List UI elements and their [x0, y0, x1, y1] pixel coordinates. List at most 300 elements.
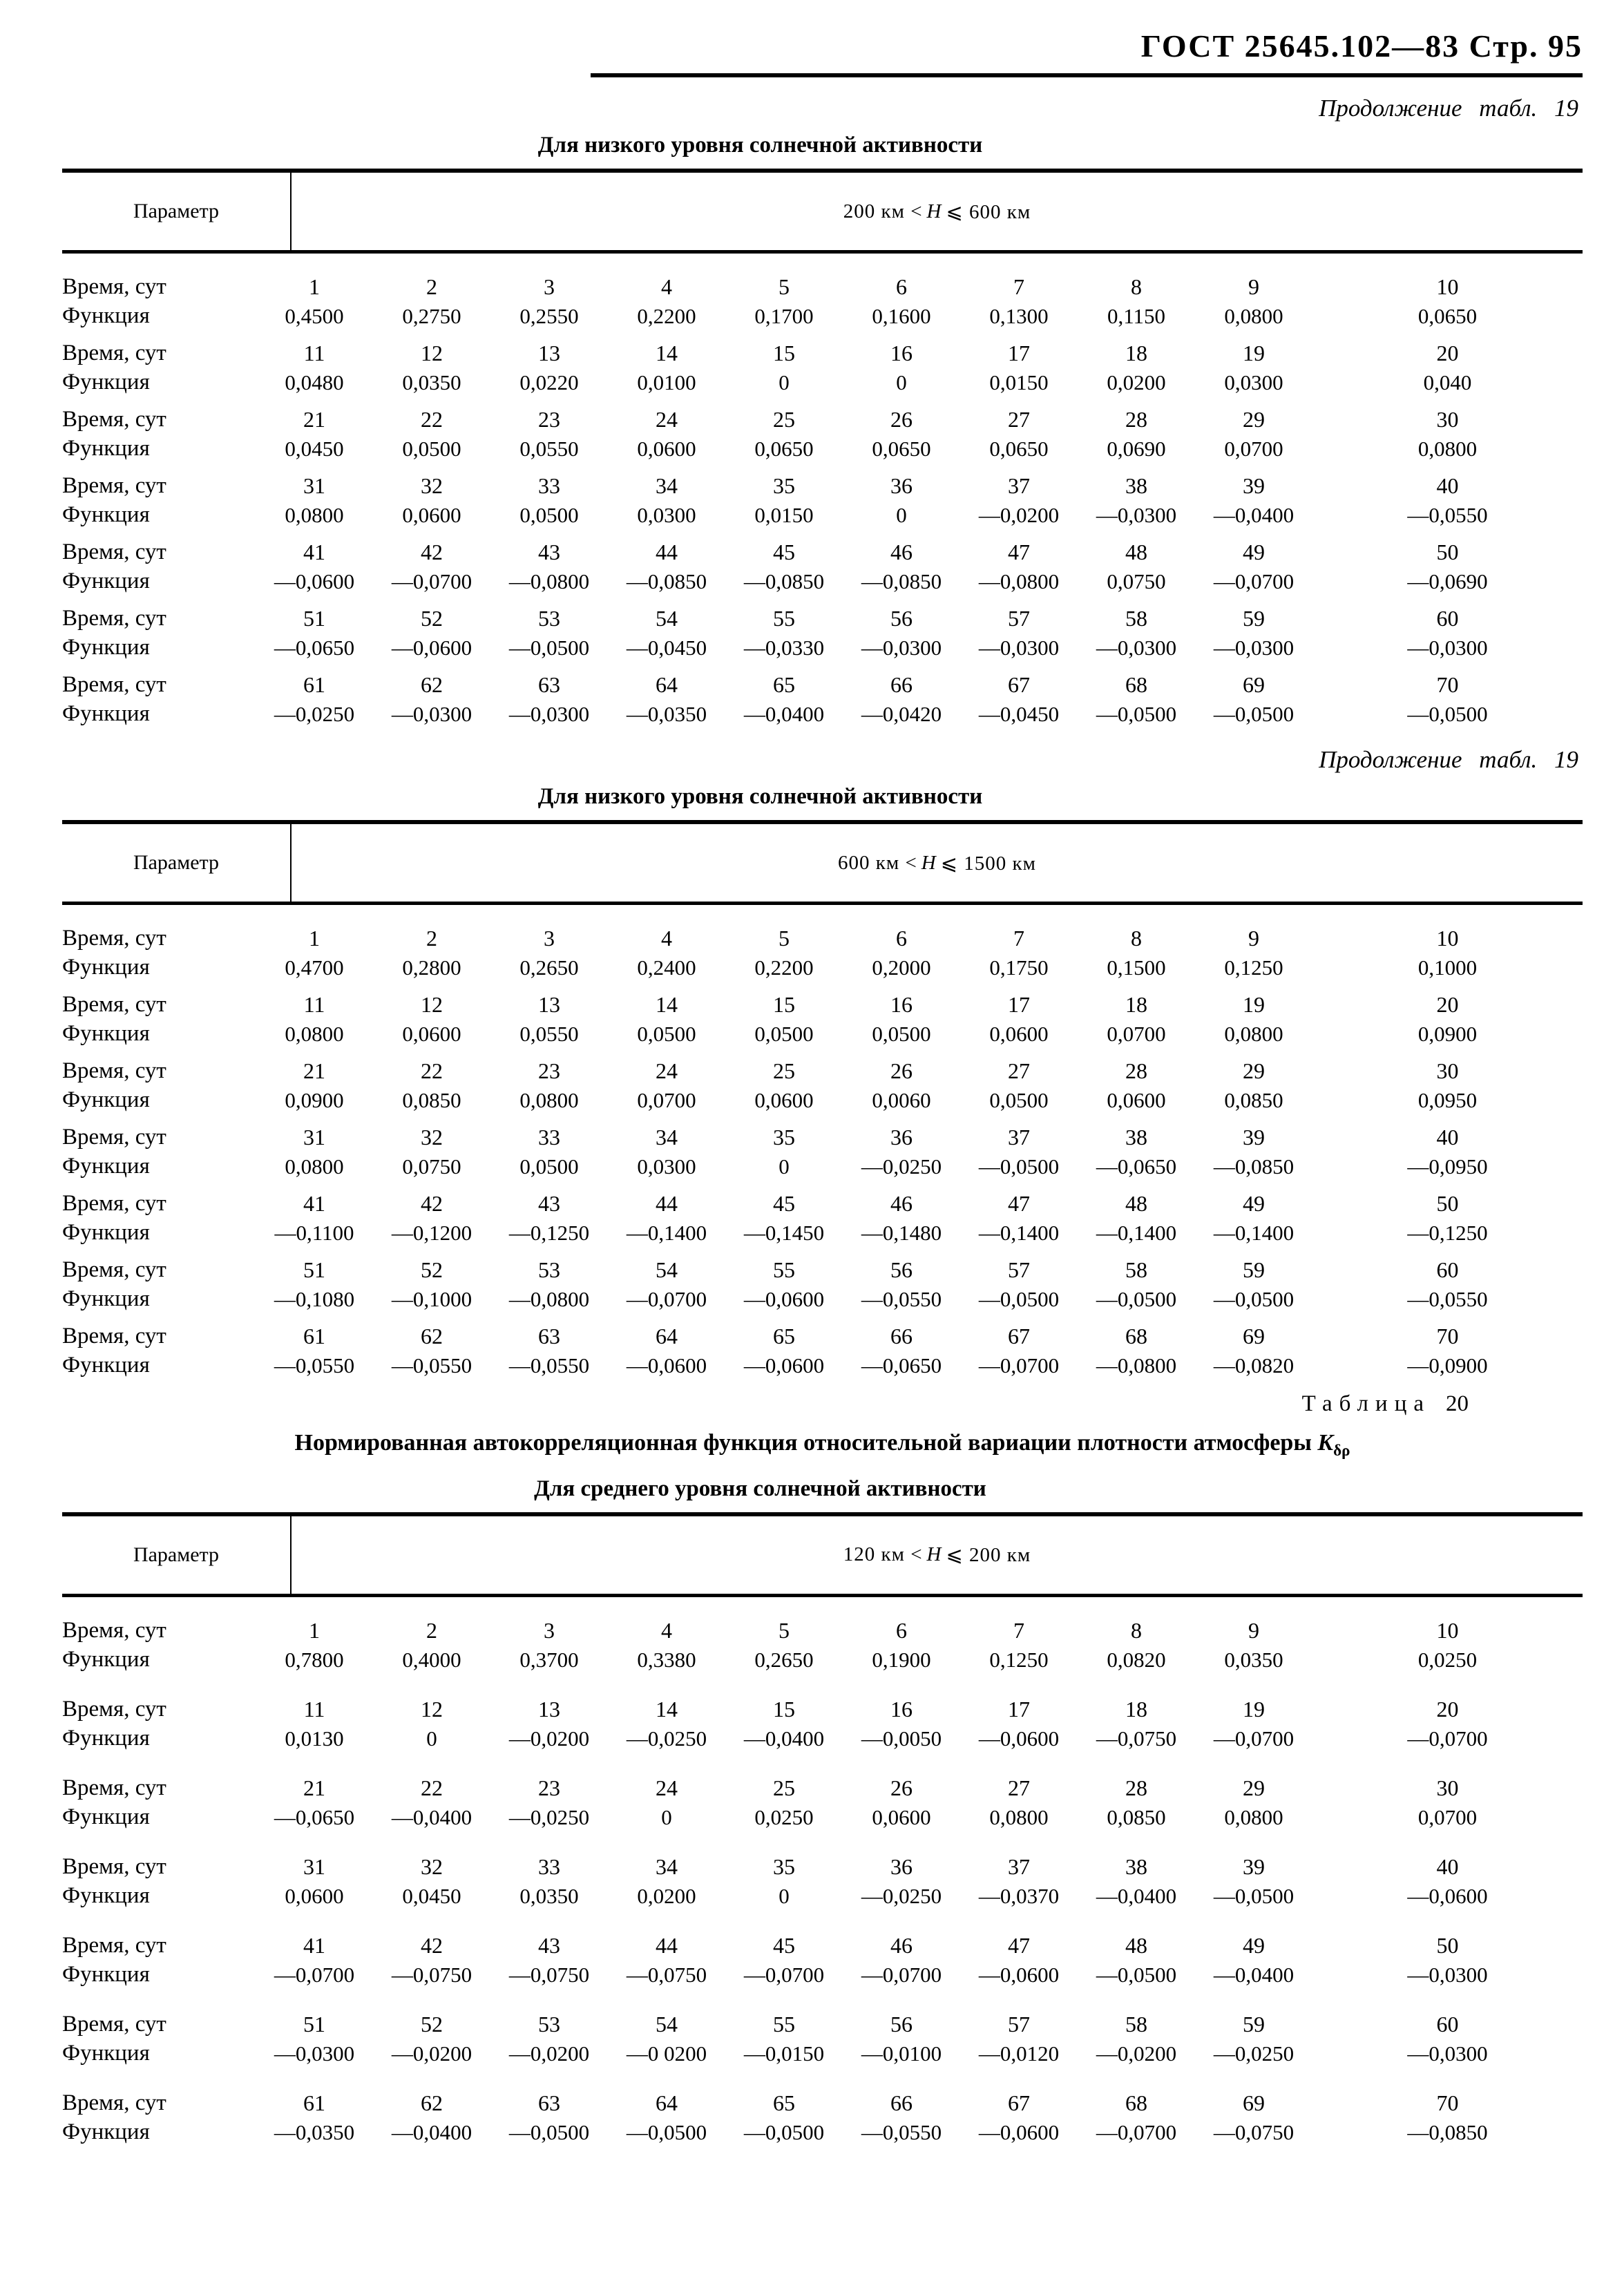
time-cell: 27	[1008, 1775, 1030, 1800]
time-cell: 58	[1125, 606, 1147, 631]
time-cell: 34	[656, 473, 678, 498]
value-cell: —0,0750	[1096, 1726, 1177, 1751]
time-cell: 38	[1125, 473, 1147, 498]
time-cell: 38	[1125, 1853, 1147, 1879]
time-cell: 51	[303, 1257, 325, 1282]
time-cell: 26	[890, 1058, 913, 1083]
time-row-label: Время, сут	[62, 1853, 166, 1879]
value-cell: 0,0600	[637, 437, 696, 461]
value-cell: —0,1450	[743, 1221, 825, 1245]
time-cell: 36	[890, 1125, 913, 1150]
time-cell: 40	[1436, 1125, 1459, 1150]
func-row-label: Функция	[62, 1087, 150, 1112]
time-cell: 25	[773, 407, 795, 432]
value-cell: 0,3380	[637, 1647, 696, 1672]
time-cell: 28	[1125, 407, 1147, 432]
value-cell: 0	[778, 370, 790, 394]
value-cell: 0,0900	[1417, 1022, 1478, 1046]
time-cell: 67	[1008, 672, 1030, 697]
time-row	[62, 671, 1583, 699]
time-cell: 31	[303, 1853, 325, 1879]
function-row	[62, 368, 1583, 397]
time-cell: 5	[778, 274, 790, 299]
time-row-label: Время, сут	[62, 606, 166, 631]
value-cell: 0,0700	[1417, 1804, 1478, 1829]
value-cell: 0,2650	[754, 1647, 814, 1672]
value-cell: —0,0850	[626, 569, 707, 593]
section-title: Для низкого уровня солнечной активности	[537, 133, 983, 158]
time-cell: 42	[421, 540, 443, 564]
func-row-label: Функция	[62, 1804, 150, 1829]
data-rows	[62, 254, 1583, 729]
time-cell: 26	[890, 1775, 913, 1800]
function-row	[62, 1960, 1583, 1990]
func-row-label: Функция	[62, 635, 150, 660]
value-cell: —0,0900	[1407, 1353, 1488, 1377]
value-cell: —0,0550	[274, 1353, 355, 1377]
height-variable: H	[926, 200, 942, 222]
value-cell: 0,0450	[402, 1883, 461, 1908]
time-cell: 9	[1248, 274, 1259, 299]
continuation-note: Продолжение табл. 19	[1319, 95, 1578, 122]
value-cell: —0,1200	[391, 1221, 472, 1245]
value-cell: 0,0600	[402, 1022, 461, 1046]
time-row	[62, 1774, 1583, 1802]
time-row-label: Время, сут	[62, 341, 166, 365]
value-cell: —0,0500	[626, 2119, 707, 2144]
value-cell: 0,0650	[872, 437, 931, 461]
row-pair	[62, 1932, 1583, 1990]
value-cell: —0,1080	[274, 1287, 355, 1311]
value-cell: 0,4000	[402, 1647, 461, 1672]
value-cell: —0,0550	[1407, 503, 1488, 527]
value-cell: 0,0550	[519, 1022, 579, 1046]
row-pair	[62, 1853, 1583, 1911]
value-cell: —0,0350	[274, 2119, 355, 2144]
row-pair	[62, 924, 1583, 982]
header-rule	[591, 73, 1583, 77]
time-cell: 33	[538, 473, 560, 498]
time-cell: 37	[1008, 1853, 1030, 1879]
time-cell: 46	[890, 1191, 913, 1216]
function-row	[62, 699, 1583, 729]
time-cell: 62	[421, 2090, 443, 2115]
value-cell: 0,1250	[989, 1647, 1049, 1672]
value-cell: 0,2750	[402, 304, 461, 328]
value-cell: —0,0300	[1096, 503, 1177, 527]
value-cell: —0,0750	[391, 1962, 472, 1987]
height-range-pre: 200 км <	[843, 200, 923, 222]
time-row	[62, 339, 1583, 368]
value-cell: —0,0700	[1407, 1726, 1488, 1751]
time-cell: 2	[426, 1617, 437, 1643]
time-row-label: Время, сут	[62, 672, 166, 697]
time-cell: 56	[890, 1257, 913, 1282]
row-pair	[62, 604, 1583, 662]
value-cell: —0,0750	[1213, 2119, 1295, 2144]
time-row	[62, 991, 1583, 1019]
time-cell: 7	[1013, 274, 1024, 299]
time-cell: 66	[890, 672, 913, 697]
value-cell: 0,0600	[989, 1022, 1049, 1046]
value-cell: —0,0300	[1407, 636, 1488, 660]
time-row-label: Время, сут	[62, 1125, 166, 1150]
func-row-label: Функция	[62, 2119, 150, 2144]
height-range-post: ⩽ 200 км	[946, 1544, 1031, 1567]
time-cell: 3	[544, 926, 555, 951]
row-pair	[62, 671, 1583, 729]
time-cell: 46	[890, 1932, 913, 1958]
row-pair	[62, 1695, 1583, 1753]
table-caption	[62, 1389, 1583, 1419]
time-row	[62, 1057, 1583, 1085]
func-row-label: Функция	[62, 569, 150, 593]
value-cell: —0,0450	[626, 636, 707, 660]
value-cell: —0,0600	[978, 1962, 1060, 1987]
time-cell: 13	[538, 992, 560, 1017]
time-cell: 17	[1008, 1696, 1030, 1722]
time-row-label: Время, сут	[62, 1058, 166, 1083]
table-caption-word: Таблица	[1301, 1391, 1431, 1416]
value-cell: 0,2550	[519, 304, 579, 328]
time-cell: 22	[421, 407, 443, 432]
time-row	[62, 273, 1583, 301]
time-cell: 51	[303, 2011, 325, 2037]
value-cell: —0,0850	[1407, 2119, 1488, 2144]
time-cell: 31	[303, 1125, 325, 1150]
time-cell: 32	[421, 1853, 443, 1879]
row-pair	[62, 538, 1583, 596]
value-cell: —0,0400	[743, 1726, 825, 1751]
value-cell: —0,0450	[978, 702, 1060, 726]
row-pair	[62, 1617, 1583, 1675]
value-cell: 0,4700	[285, 955, 344, 980]
value-cell: 0,1900	[872, 1647, 931, 1672]
time-cell: 47	[1008, 1932, 1030, 1958]
row-pair	[62, 1190, 1583, 1248]
value-cell: —0,0650	[274, 1804, 355, 1829]
value-cell: —0,1250	[508, 1221, 590, 1245]
value-cell: —0,1400	[626, 1221, 707, 1245]
time-cell: 6	[896, 926, 907, 951]
value-cell: 0,0500	[637, 1022, 696, 1046]
time-cell: 68	[1125, 672, 1147, 697]
time-cell: 27	[1008, 407, 1030, 432]
time-cell: 41	[303, 1932, 325, 1958]
value-cell: 0,1150	[1107, 304, 1166, 328]
value-cell: 0,0800	[1224, 304, 1283, 328]
time-cell: 44	[656, 1932, 678, 1958]
time-cell: 19	[1243, 992, 1265, 1017]
value-cell: —0,0500	[978, 1154, 1060, 1179]
time-cell: 64	[656, 2090, 678, 2115]
value-cell: —0,0300	[1213, 636, 1295, 660]
time-row	[62, 1617, 1583, 1645]
value-cell: —0,0370	[978, 1883, 1060, 1908]
value-cell: —0,0600	[626, 1353, 707, 1377]
value-cell: 0	[896, 370, 907, 394]
time-cell: 39	[1243, 473, 1265, 498]
time-cell: 42	[421, 1932, 443, 1958]
time-cell: 37	[1008, 473, 1030, 498]
row-pair	[62, 1774, 1583, 1832]
value-cell: —0,0400	[743, 702, 825, 726]
time-cell: 38	[1125, 1125, 1147, 1150]
function-row	[62, 434, 1583, 464]
function-row	[62, 1218, 1583, 1248]
time-row	[62, 1695, 1583, 1724]
value-cell: 0,0300	[637, 1154, 696, 1179]
time-cell: 28	[1125, 1058, 1147, 1083]
value-cell: 0,0060	[872, 1088, 931, 1112]
value-cell: —0,0300	[508, 702, 590, 726]
value-cell: —0,0700	[274, 1962, 355, 1987]
value-cell: 0,0800	[285, 1154, 344, 1179]
time-cell: 58	[1125, 2011, 1147, 2037]
function-row	[62, 1085, 1583, 1115]
value-cell: —0,0550	[508, 1353, 590, 1377]
time-cell: 64	[656, 1324, 678, 1348]
time-cell: 15	[773, 992, 795, 1017]
time-cell: 45	[773, 1932, 795, 1958]
value-cell: 0,0750	[402, 1154, 461, 1179]
value-cell: 0,0650	[754, 437, 814, 461]
value-cell: 0,2400	[637, 955, 696, 980]
value-cell: 0,0850	[1107, 1804, 1166, 1829]
row-pair	[62, 991, 1583, 1049]
time-cell: 20	[1436, 1696, 1459, 1722]
time-cell: 48	[1125, 1932, 1147, 1958]
value-cell: —0,1400	[978, 1221, 1060, 1245]
value-cell: 0,0820	[1107, 1647, 1166, 1672]
time-row-label: Время, сут	[62, 1775, 166, 1800]
time-row-label: Время, сут	[62, 1324, 166, 1348]
value-cell: 0,0800	[1417, 437, 1478, 461]
time-cell: 35	[773, 1125, 795, 1150]
time-cell: 66	[890, 1324, 913, 1348]
value-cell: —0,0500	[1096, 702, 1177, 726]
row-pair	[62, 2089, 1583, 2147]
time-row	[62, 1256, 1583, 1284]
func-row-label: Функция	[62, 1220, 150, 1245]
value-cell: —0,0400	[391, 2119, 472, 2144]
time-cell: 13	[538, 1696, 560, 1722]
time-cell: 46	[890, 540, 913, 564]
value-cell: 0,0900	[285, 1088, 344, 1112]
time-cell: 69	[1243, 672, 1265, 697]
value-cell: 0,0250	[754, 1804, 814, 1829]
time-cell: 68	[1125, 2090, 1147, 2115]
time-cell: 51	[303, 606, 325, 631]
time-cell: 33	[538, 1853, 560, 1879]
time-cell: 43	[538, 1191, 560, 1216]
value-cell: 0,1700	[754, 304, 814, 328]
value-cell: —0,0500	[1407, 702, 1488, 726]
value-cell: —0,0300	[978, 636, 1060, 660]
value-cell: —0,0250	[626, 1726, 707, 1751]
row-pair	[62, 339, 1583, 397]
value-cell: —0,0500	[1213, 1883, 1295, 1908]
function-row	[62, 1019, 1583, 1049]
value-cell: 0	[896, 503, 907, 527]
time-cell: 10	[1436, 926, 1459, 951]
section-title: Для среднего уровня солнечной активности	[534, 1476, 986, 1501]
time-row-label: Время, сут	[62, 992, 166, 1017]
func-row-label: Функция	[62, 1286, 150, 1311]
table-title	[62, 1427, 1583, 1467]
time-row-label: Время, сут	[62, 407, 166, 432]
time-cell: 19	[1243, 1696, 1265, 1722]
height-range-header	[292, 173, 1583, 250]
value-cell: 0,0480	[285, 370, 344, 394]
time-cell: 60	[1436, 606, 1459, 631]
time-row-label: Время, сут	[62, 1932, 166, 1958]
time-cell: 55	[773, 606, 795, 631]
time-cell: 1	[309, 926, 320, 951]
func-row-label: Функция	[62, 502, 150, 527]
time-cell: 8	[1131, 1617, 1142, 1643]
time-cell: 66	[890, 2090, 913, 2115]
value-cell: 0,0130	[285, 1726, 344, 1751]
time-row-label: Время, сут	[62, 1696, 166, 1722]
time-cell: 65	[773, 672, 795, 697]
value-cell: 0,0800	[989, 1804, 1049, 1829]
value-cell: —0,0330	[743, 636, 825, 660]
time-cell: 61	[303, 672, 325, 697]
value-cell: —0,0800	[508, 1287, 590, 1311]
height-variable: H	[926, 1543, 942, 1566]
time-cell: 30	[1436, 407, 1459, 432]
height-range-pre: 600 км <	[838, 851, 917, 874]
value-cell: —0,0750	[626, 1962, 707, 1987]
time-cell: 18	[1125, 1696, 1147, 1722]
time-row-label: Время, сут	[62, 473, 166, 498]
time-cell: 39	[1243, 1853, 1265, 1879]
time-cell: 14	[656, 992, 678, 1017]
row-pair	[62, 2010, 1583, 2068]
time-cell: 7	[1013, 1617, 1024, 1643]
value-cell: —0,0300	[1407, 1962, 1488, 1987]
value-cell: —0,0950	[1407, 1154, 1488, 1179]
time-cell: 23	[538, 1058, 560, 1083]
value-cell: 0,0500	[872, 1022, 931, 1046]
table-title-text: Нормированная автокорреляционная функция относительной вариации плотности атмосферы	[294, 1430, 1318, 1456]
time-cell: 14	[656, 341, 678, 365]
value-cell: —0,0500	[743, 2119, 825, 2144]
time-cell: 56	[890, 2011, 913, 2037]
value-cell: —0,0400	[1096, 1883, 1177, 1908]
value-cell: 0,0600	[754, 1088, 814, 1112]
time-cell: 59	[1243, 1257, 1265, 1282]
table-caption-number: 20	[1446, 1391, 1469, 1416]
value-cell: —0,0600	[274, 569, 355, 593]
time-cell: 4	[661, 274, 672, 299]
time-row-label: Время, сут	[62, 2011, 166, 2037]
time-cell: 1	[309, 1617, 320, 1643]
row-pair	[62, 1057, 1583, 1115]
height-range-header	[292, 824, 1583, 902]
value-cell: —0,0850	[861, 569, 942, 593]
time-cell: 5	[778, 1617, 790, 1643]
value-cell: 0,0600	[872, 1804, 931, 1829]
time-cell: 54	[656, 2011, 678, 2037]
time-cell: 70	[1436, 672, 1459, 697]
value-cell: —0,0550	[861, 2119, 942, 2144]
time-cell: 35	[773, 473, 795, 498]
value-cell: 0,7800	[285, 1647, 344, 1672]
time-row-label: Время, сут	[62, 540, 166, 564]
value-cell: —0,0250	[508, 1804, 590, 1829]
value-cell: 0,0600	[1107, 1088, 1166, 1112]
time-cell: 43	[538, 1932, 560, 1958]
time-cell: 54	[656, 606, 678, 631]
value-cell: 0,0700	[1107, 1022, 1166, 1046]
value-cell: —0,1000	[391, 1287, 472, 1311]
time-cell: 20	[1436, 992, 1459, 1017]
value-cell: —0,0200	[508, 1726, 590, 1751]
value-cell: —0,0800	[508, 569, 590, 593]
value-cell: 0,1600	[872, 304, 931, 328]
time-cell: 16	[890, 341, 913, 365]
time-cell: 61	[303, 1324, 325, 1348]
time-cell: 53	[538, 606, 560, 631]
time-cell: 43	[538, 540, 560, 564]
time-row	[62, 2010, 1583, 2039]
time-cell: 34	[656, 1125, 678, 1150]
value-cell: 0,0350	[1224, 1647, 1283, 1672]
time-cell: 65	[773, 2090, 795, 2115]
func-row-label: Функция	[62, 370, 150, 394]
time-cell: 4	[661, 926, 672, 951]
time-cell: 24	[656, 1775, 678, 1800]
section-title: Для низкого уровня солнечной активности	[537, 784, 983, 809]
height-range-header	[292, 1516, 1583, 1594]
time-cell: 10	[1436, 274, 1459, 299]
value-cell: 0,2200	[754, 955, 814, 980]
value-cell: 0,0800	[1224, 1804, 1283, 1829]
value-cell: 0,0500	[989, 1088, 1049, 1112]
time-cell: 53	[538, 1257, 560, 1282]
value-cell: 0	[778, 1883, 790, 1908]
func-row-label: Функция	[62, 1021, 150, 1046]
value-cell: —0,0600	[1407, 1883, 1488, 1908]
value-cell: 0,0200	[637, 1883, 696, 1908]
func-row-label: Функция	[62, 955, 150, 980]
value-cell: —0,0600	[743, 1353, 825, 1377]
time-cell: 47	[1008, 1191, 1030, 1216]
time-cell: 3	[544, 1617, 555, 1643]
value-cell: —0,0700	[743, 1962, 825, 1987]
time-cell: 69	[1243, 2090, 1265, 2115]
func-row-label: Функция	[62, 1646, 150, 1672]
time-cell: 36	[890, 1853, 913, 1879]
time-cell: 2	[426, 926, 437, 951]
value-cell: —0,0400	[1213, 1962, 1295, 1987]
time-cell: 42	[421, 1191, 443, 1216]
value-cell: 0,0500	[754, 1022, 814, 1046]
func-row-label: Функция	[62, 436, 150, 461]
time-cell: 33	[538, 1125, 560, 1150]
value-cell: —0,0500	[978, 1287, 1060, 1311]
time-cell: 58	[1125, 1257, 1147, 1282]
time-cell: 1	[309, 274, 320, 299]
time-cell: 40	[1436, 1853, 1459, 1879]
time-cell: 62	[421, 672, 443, 697]
value-cell: —0,0650	[861, 1353, 942, 1377]
time-cell: 53	[538, 2011, 560, 2037]
value-cell: —0,0200	[1096, 2041, 1177, 2066]
continuation-note: Продолжение табл. 19	[1319, 746, 1578, 773]
